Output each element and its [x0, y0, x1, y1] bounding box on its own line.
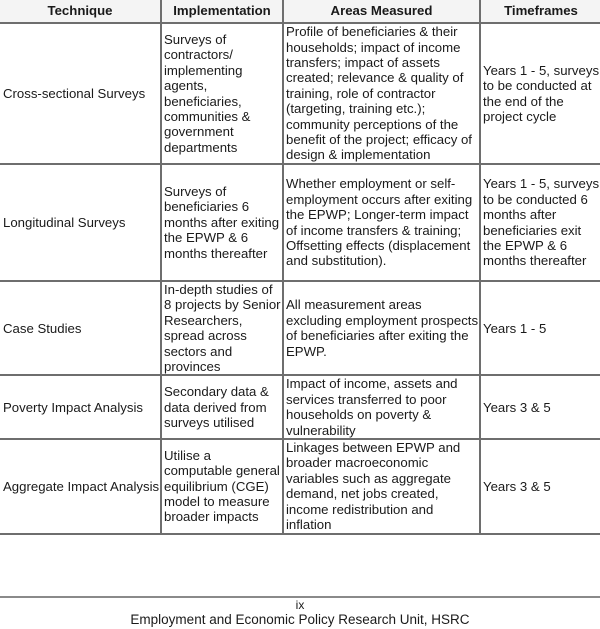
header-areas-measured: Areas Measured: [283, 0, 480, 23]
header-implementation: Implementation: [161, 0, 283, 23]
areas-measured-cell: Impact of income, assets and services transferred to poor households on poverty & vulnerability: [283, 375, 480, 439]
technique-cell: Longitudinal Surveys: [0, 164, 161, 281]
timeframes-cell: Years 1 - 5, surveys to be conducted at the end of the project cycle: [480, 23, 600, 164]
implementation-cell: Surveys of contractors/ implementing agents, beneficiaries, communities & government departments: [161, 23, 283, 164]
areas-measured-cell: Whether employment or self-employment occurs after exiting the EPWP; Longer-term impact of income transfers & training; Offsetting effects (displacement and substitution).: [283, 164, 480, 281]
areas-measured-cell: All measurement areas excluding employment prospects of beneficiaries after exiting the EPWP.: [283, 281, 480, 375]
technique-cell: Cross-sectional Surveys: [0, 23, 161, 164]
header-technique: Technique: [0, 0, 161, 23]
page-number: ix: [295, 598, 305, 612]
table-header-row: [0, 0, 600, 23]
technique-cell: Poverty Impact Analysis: [0, 375, 161, 439]
timeframes-cell: Years 1 - 5, surveys to be conducted 6 months after beneficiaries exit the EPWP & 6 months thereafter: [480, 164, 600, 281]
technique-cell: Aggregate Impact Analysis: [0, 439, 161, 533]
implementation-cell: Surveys of beneficiaries 6 months after exiting the EPWP & 6 months thereafter: [161, 164, 283, 281]
timeframes-cell: Years 3 & 5: [480, 439, 600, 533]
timeframes-cell: Years 1 - 5: [480, 281, 600, 375]
areas-measured-cell: Profile of beneficiaries & their households; impact of income transfers; impact of assets created; relevance & quality of training, role of contractor (targeting, training etc.); community perceptions of the benefit of the project; efficacy of design & implementation: [283, 23, 480, 164]
technique-cell: Case Studies: [0, 281, 161, 375]
footer-organization: Employment and Economic Policy Research Unit, HSRC: [130, 612, 470, 627]
header-timeframes: Timeframes: [480, 0, 600, 23]
table-row: [0, 281, 600, 375]
implementation-cell: Secondary data & data derived from surveys utilised: [161, 375, 283, 439]
timeframes-cell: Years 3 & 5: [480, 375, 600, 439]
table-row: [0, 375, 600, 439]
table-row: [0, 439, 600, 533]
areas-measured-cell: Linkages between EPWP and broader macroeconomic variables such as aggregate demand, net jobs created, income redistribution and inflation: [283, 439, 480, 533]
implementation-cell: Utilise a computable general equilibrium (CGE) model to measure broader impacts: [161, 439, 283, 533]
table-row: [0, 23, 600, 164]
implementation-cell: In-depth studies of 8 projects by Senior Researchers, spread across sectors and provinces: [161, 281, 283, 375]
table-row: [0, 164, 600, 281]
